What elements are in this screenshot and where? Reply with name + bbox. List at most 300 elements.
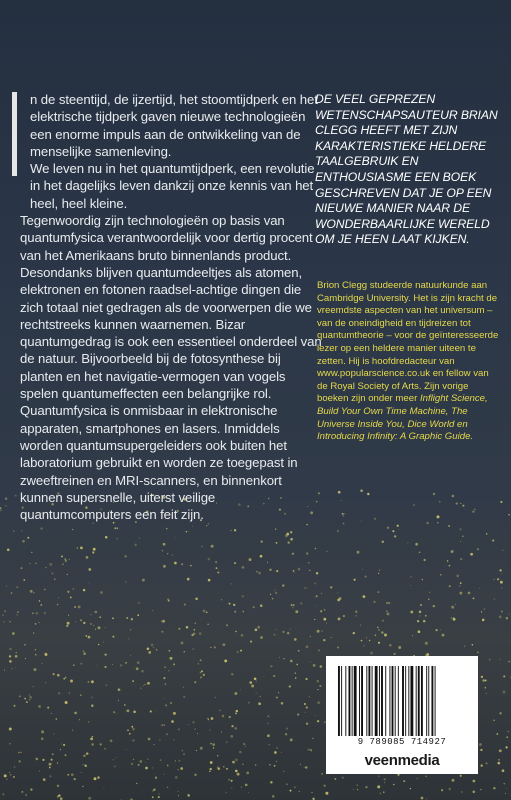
barcode-bar xyxy=(354,666,357,736)
barcode-bar xyxy=(366,666,367,736)
city-light xyxy=(324,609,326,611)
city-light xyxy=(274,634,276,636)
city-light xyxy=(126,709,129,712)
city-light xyxy=(231,788,232,789)
city-light xyxy=(231,725,233,727)
city-light xyxy=(373,601,375,603)
city-light xyxy=(470,553,473,556)
city-light xyxy=(449,565,451,567)
city-light xyxy=(462,536,464,538)
city-light xyxy=(275,592,277,594)
city-light xyxy=(325,792,328,795)
city-light xyxy=(370,652,373,655)
city-light xyxy=(183,696,185,698)
city-light xyxy=(57,674,60,677)
city-light xyxy=(234,562,236,564)
city-light xyxy=(270,594,271,595)
city-light xyxy=(20,752,21,753)
barcode-bar xyxy=(402,666,404,736)
city-light xyxy=(131,763,133,765)
city-light xyxy=(3,621,4,622)
city-light xyxy=(210,761,213,764)
city-light xyxy=(215,561,217,563)
city-light xyxy=(163,565,166,568)
city-light xyxy=(175,776,178,779)
city-light xyxy=(231,583,232,584)
city-light xyxy=(272,598,274,600)
city-light xyxy=(493,579,494,580)
city-light xyxy=(169,650,171,652)
city-light xyxy=(182,750,183,751)
city-light xyxy=(343,515,344,516)
city-light xyxy=(274,751,277,754)
city-light xyxy=(243,743,245,745)
city-light xyxy=(276,761,277,762)
publisher-logo: veenmedia xyxy=(364,752,440,769)
barcode-bar xyxy=(368,666,370,736)
city-light xyxy=(310,636,311,637)
barcode-bar xyxy=(345,666,346,736)
city-light xyxy=(413,504,415,506)
city-light xyxy=(83,755,86,758)
city-light xyxy=(55,718,57,720)
city-light xyxy=(448,525,450,527)
city-light xyxy=(51,759,53,761)
city-light xyxy=(326,623,327,624)
city-light xyxy=(166,528,168,530)
city-light xyxy=(459,592,462,595)
city-light xyxy=(315,715,316,716)
city-light xyxy=(291,604,293,606)
barcode-bar xyxy=(379,666,380,736)
city-light xyxy=(88,797,91,800)
city-light xyxy=(14,766,16,768)
city-light xyxy=(297,714,299,716)
city-light xyxy=(209,730,210,731)
city-light xyxy=(82,786,83,787)
city-light xyxy=(86,752,89,755)
city-light xyxy=(363,645,364,646)
city-light xyxy=(482,619,485,622)
city-light xyxy=(98,626,101,629)
city-light xyxy=(41,730,44,733)
city-light xyxy=(254,677,257,680)
city-light xyxy=(241,787,242,788)
city-light xyxy=(61,743,62,744)
city-light xyxy=(342,777,344,779)
city-light xyxy=(6,586,7,587)
city-light xyxy=(159,739,160,740)
city-light xyxy=(44,612,46,614)
city-light xyxy=(410,788,411,789)
city-light xyxy=(0,507,2,509)
city-light xyxy=(116,538,117,539)
city-light xyxy=(464,646,465,647)
city-light xyxy=(267,723,268,724)
city-light xyxy=(178,791,179,792)
city-light xyxy=(504,783,505,784)
city-light xyxy=(190,565,192,567)
city-light xyxy=(85,765,87,767)
city-light xyxy=(194,774,196,776)
city-light xyxy=(199,632,202,635)
city-light xyxy=(178,795,179,796)
city-light xyxy=(80,663,82,665)
city-light xyxy=(378,573,379,574)
city-light xyxy=(178,760,180,762)
city-light xyxy=(164,666,166,668)
city-light xyxy=(276,696,278,698)
city-light xyxy=(167,765,169,767)
city-light xyxy=(226,792,227,793)
city-light xyxy=(234,692,237,695)
city-light xyxy=(499,569,501,571)
city-light xyxy=(2,615,3,616)
city-light xyxy=(74,712,77,715)
city-light xyxy=(318,649,320,651)
city-light xyxy=(312,738,313,739)
city-light xyxy=(85,635,87,637)
city-light xyxy=(461,791,463,793)
city-light xyxy=(250,641,252,643)
city-light xyxy=(192,526,193,527)
city-light xyxy=(387,527,389,529)
city-light xyxy=(186,626,189,629)
city-light xyxy=(360,625,361,626)
barcode-bar xyxy=(352,666,353,736)
city-light xyxy=(437,515,440,518)
city-light xyxy=(497,578,499,580)
city-light xyxy=(104,653,106,655)
city-light xyxy=(479,743,482,746)
author-bio-titles: Inflight Science, Build Your Own Time Machine, The Universe Inside You, Dice World en Introducing Infinity: A Graphic Guide. xyxy=(317,393,488,443)
city-light xyxy=(136,783,137,784)
city-light xyxy=(120,664,122,666)
city-light xyxy=(132,680,134,682)
barcode-bar xyxy=(431,666,433,736)
city-light xyxy=(384,778,386,780)
city-light xyxy=(251,685,254,688)
city-light xyxy=(384,634,387,637)
city-light xyxy=(479,588,480,589)
city-light xyxy=(317,630,320,633)
city-light xyxy=(344,513,345,514)
city-light xyxy=(224,659,227,662)
city-light xyxy=(383,792,384,793)
city-light xyxy=(125,581,126,582)
city-light xyxy=(234,529,236,531)
city-light xyxy=(21,567,23,569)
city-light xyxy=(300,602,302,604)
city-light xyxy=(394,535,396,537)
city-light xyxy=(82,764,83,765)
city-light xyxy=(221,732,222,733)
city-light xyxy=(45,682,46,683)
city-light xyxy=(219,710,220,711)
city-light xyxy=(29,563,30,564)
city-light xyxy=(343,523,345,525)
city-light xyxy=(452,495,455,498)
city-light xyxy=(33,592,35,594)
city-light xyxy=(455,604,456,605)
city-light xyxy=(341,500,342,501)
city-light xyxy=(255,629,258,632)
city-light xyxy=(156,710,157,711)
barcode-bar xyxy=(372,666,373,736)
barcode-bar xyxy=(375,666,378,736)
city-light xyxy=(193,629,195,631)
city-light xyxy=(270,665,272,667)
city-light xyxy=(173,739,174,740)
city-light xyxy=(128,638,129,639)
city-light xyxy=(242,764,243,765)
barcode-panel xyxy=(326,656,478,774)
city-light xyxy=(255,764,256,765)
barcode-bar xyxy=(361,666,363,736)
city-light xyxy=(116,713,117,714)
city-light xyxy=(386,602,388,604)
city-light xyxy=(235,631,236,632)
city-light xyxy=(34,668,37,671)
city-light xyxy=(493,787,495,789)
city-light xyxy=(498,759,500,761)
city-light xyxy=(357,789,359,791)
city-light xyxy=(21,530,22,531)
city-light xyxy=(147,758,149,760)
city-light xyxy=(23,579,25,581)
city-light xyxy=(206,525,207,526)
city-light xyxy=(232,761,235,764)
city-light xyxy=(314,582,316,584)
city-light xyxy=(180,767,183,770)
city-light xyxy=(213,747,214,748)
city-light xyxy=(305,766,307,768)
city-light xyxy=(472,511,474,513)
city-light xyxy=(256,692,257,693)
city-light xyxy=(506,617,509,620)
city-light xyxy=(126,749,127,750)
city-light xyxy=(4,774,7,777)
city-light xyxy=(167,787,168,788)
city-light xyxy=(208,558,210,560)
city-light xyxy=(306,552,309,555)
city-light xyxy=(173,712,176,715)
city-light xyxy=(152,796,154,798)
city-light xyxy=(503,675,505,677)
city-light xyxy=(459,585,460,586)
city-light xyxy=(30,590,33,593)
city-light xyxy=(217,571,219,573)
city-light xyxy=(486,762,488,764)
city-light xyxy=(31,552,32,553)
city-light xyxy=(38,622,39,623)
city-light xyxy=(11,592,13,594)
city-light xyxy=(378,629,380,631)
city-light xyxy=(170,657,173,660)
city-light xyxy=(94,777,97,780)
city-light xyxy=(366,637,367,638)
city-light xyxy=(88,721,90,723)
city-light xyxy=(304,587,306,589)
city-light xyxy=(292,553,294,555)
city-light xyxy=(210,768,212,770)
city-light xyxy=(306,706,308,708)
city-light xyxy=(306,723,308,725)
city-light xyxy=(337,647,339,649)
city-light xyxy=(494,599,496,601)
city-light xyxy=(361,640,363,642)
city-light xyxy=(460,582,462,584)
city-light xyxy=(460,528,462,530)
city-light xyxy=(308,562,310,564)
city-light xyxy=(223,766,225,768)
city-light xyxy=(290,660,293,663)
city-light xyxy=(287,632,290,635)
city-light xyxy=(379,569,381,571)
city-light xyxy=(382,541,385,544)
city-light xyxy=(337,530,339,532)
city-light xyxy=(203,674,205,676)
city-light xyxy=(292,607,293,608)
city-light xyxy=(51,572,53,574)
barcode-bar xyxy=(398,666,399,736)
city-light xyxy=(127,729,129,731)
city-light xyxy=(323,618,326,621)
city-light xyxy=(212,743,215,746)
city-light xyxy=(286,783,287,784)
city-light xyxy=(298,568,301,571)
city-light xyxy=(269,569,271,571)
city-light xyxy=(160,759,162,761)
city-light xyxy=(24,698,26,700)
city-light xyxy=(196,750,197,751)
city-light xyxy=(192,721,194,723)
city-light xyxy=(15,495,17,497)
city-light xyxy=(317,720,319,722)
city-light xyxy=(216,567,218,569)
city-light xyxy=(499,616,502,619)
city-light xyxy=(130,655,131,656)
city-light xyxy=(283,658,284,659)
city-light xyxy=(314,619,315,620)
city-light xyxy=(41,737,44,740)
city-light xyxy=(392,530,394,532)
city-light xyxy=(367,493,369,495)
city-light xyxy=(407,542,408,543)
city-light xyxy=(222,715,225,718)
city-light xyxy=(330,586,333,589)
city-light xyxy=(502,769,505,772)
city-light xyxy=(237,773,240,776)
city-light xyxy=(42,663,43,664)
city-light xyxy=(419,611,422,614)
city-light xyxy=(321,593,322,594)
city-light xyxy=(260,604,263,607)
city-light xyxy=(105,536,108,539)
barcode-bar xyxy=(381,666,383,736)
city-light xyxy=(5,505,6,506)
city-light xyxy=(452,779,455,782)
city-light xyxy=(264,676,265,677)
city-light xyxy=(235,713,237,715)
city-light xyxy=(245,784,248,787)
barcode-bar xyxy=(395,666,396,736)
barcode-bar xyxy=(338,666,340,736)
city-light xyxy=(500,501,502,503)
city-light xyxy=(353,789,354,790)
city-light xyxy=(209,770,211,772)
city-light xyxy=(412,635,413,636)
city-light xyxy=(451,617,453,619)
city-light xyxy=(398,529,399,530)
city-light xyxy=(393,784,395,786)
city-light xyxy=(181,641,184,644)
city-light xyxy=(449,585,451,587)
city-light xyxy=(460,503,461,504)
city-light xyxy=(508,731,510,733)
city-light xyxy=(103,787,104,788)
city-light xyxy=(331,637,332,638)
city-light xyxy=(141,670,144,673)
city-light xyxy=(472,790,475,793)
city-light xyxy=(456,575,459,578)
city-light xyxy=(378,776,379,777)
city-light xyxy=(138,602,139,603)
city-light xyxy=(447,560,448,561)
city-light xyxy=(420,604,422,606)
city-light xyxy=(285,534,288,537)
city-light xyxy=(148,651,151,654)
city-light xyxy=(15,652,17,654)
city-light xyxy=(379,792,381,794)
city-light xyxy=(418,630,421,633)
city-light xyxy=(9,772,10,773)
city-light xyxy=(131,618,133,620)
city-light xyxy=(485,679,487,681)
city-light xyxy=(13,705,15,707)
city-light xyxy=(195,623,196,624)
city-light xyxy=(130,629,131,630)
city-light xyxy=(493,720,495,722)
city-light xyxy=(241,634,244,637)
city-light xyxy=(58,597,59,598)
city-light xyxy=(112,664,113,665)
barcode-bar xyxy=(421,666,423,736)
city-light xyxy=(81,772,82,773)
city-light xyxy=(441,789,443,791)
city-light xyxy=(305,712,306,713)
city-light xyxy=(9,621,10,622)
city-light xyxy=(210,743,212,745)
city-light xyxy=(440,629,441,630)
city-light xyxy=(211,717,214,720)
city-light xyxy=(9,648,12,651)
barcode-bar xyxy=(341,666,342,736)
city-light xyxy=(178,728,180,730)
city-light xyxy=(388,602,390,604)
city-light xyxy=(93,548,96,551)
city-light xyxy=(181,563,183,565)
isbn-number: 9 789085 714927 xyxy=(357,737,447,747)
city-light xyxy=(197,733,198,734)
city-light xyxy=(65,701,68,704)
city-light xyxy=(240,650,242,652)
city-light xyxy=(168,600,170,602)
city-light xyxy=(40,604,42,606)
city-light xyxy=(499,712,501,714)
city-light xyxy=(425,642,428,645)
city-light xyxy=(435,629,437,631)
